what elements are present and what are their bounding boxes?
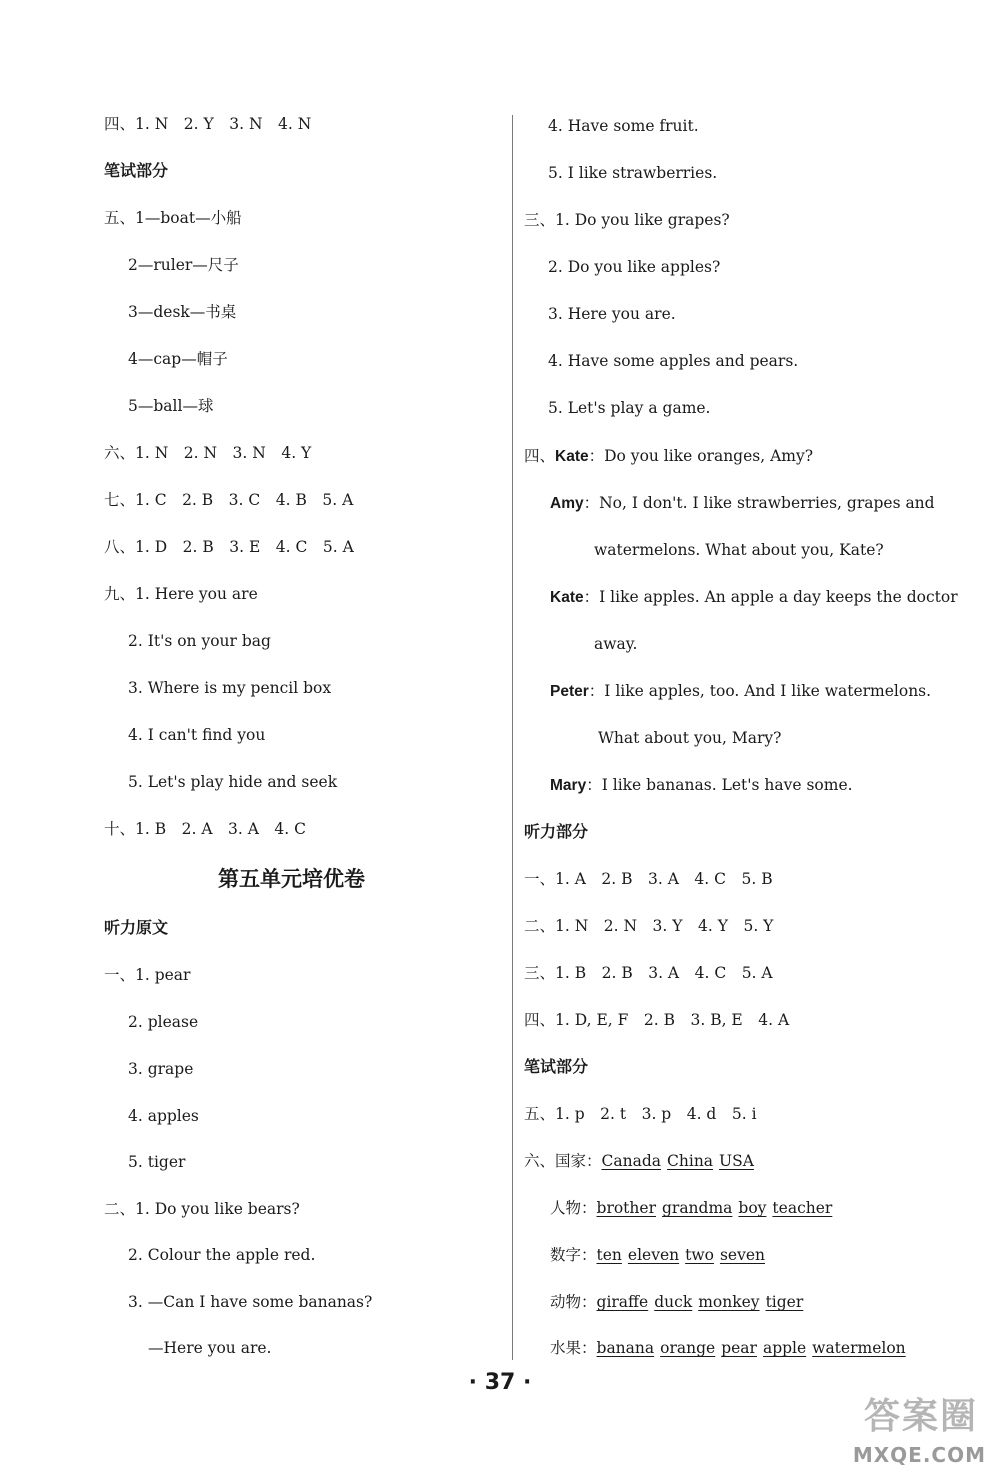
answer-section-6: 六、1. N 2. N 3. N 4. Y [104,444,312,462]
dialogue-line: What about you, Mary? [598,729,782,747]
dialogue-line [550,681,931,702]
dialogue-line [524,446,813,467]
answer-line: 5. Let's play hide and seek [128,773,338,791]
answer-line: 5. Let's play a game. [548,399,711,417]
speaker-name: Amy [550,495,584,512]
dialogue-text: ：I like apples, too. And I like watermelons. [588,682,932,700]
word: two [685,1246,714,1264]
answer-line: 五、1—boat—小船 [104,209,242,227]
category-row-fruit [550,1338,912,1358]
unit-title: 第五单元培优卷 [218,867,365,891]
listening-text-heading: 听力原文 [104,918,169,937]
word: boy [738,1199,767,1217]
section-prefix: 四、 [524,447,556,465]
word: giraffe [596,1293,649,1311]
answer-line: 5. I like strawberries. [548,164,718,182]
written-part-heading: 笔试部分 [524,1057,589,1076]
answer-line: 四、1. D, E, F 2. B 3. B, E 4. A [524,1011,790,1029]
watermark-site: MXQE.COM [852,1443,986,1467]
answer-line: 2—ruler—尺子 [128,256,239,274]
answer-line: 3. Where is my pencil box [128,679,332,697]
answer-line: 三、1. Do you like grapes? [524,211,730,229]
category-row-countries [524,1151,760,1171]
answer-line: 3. Here you are. [548,305,676,323]
answer-line: 5—ball—球 [128,397,214,415]
category-label: 六、国家： [524,1152,602,1170]
answer-line: 3. grape [128,1060,194,1078]
answer-line: 4—cap—帽子 [128,350,228,368]
page-number: · 37 · [468,1370,532,1395]
word: tiger [765,1293,804,1311]
word: eleven [627,1246,680,1264]
word: ten [596,1246,622,1264]
category-label: 动物： [550,1293,597,1311]
speaker-name: Peter [550,683,589,700]
answer-line: 2. Do you like apples? [548,258,721,276]
answer-section-7: 七、1. C 2. B 3. C 4. B 5. A [104,491,354,509]
category-row-numbers [550,1245,771,1265]
word: apple [762,1339,807,1357]
dialogue-text: ：No, I don't. I like strawberries, grapes and [583,494,935,512]
dialogue-line: watermelons. What about you, Kate? [594,541,884,559]
dialogue-text: ：I like apples. An apple a day keeps the doctor [583,588,958,606]
listening-part-heading: 听力部分 [524,822,589,841]
category-label: 水果： [550,1339,597,1357]
category-label: 数字： [550,1246,597,1264]
word: duck [654,1293,693,1311]
answer-line: 二、1. Do you like bears? [104,1200,300,1218]
answer-line: —Here you are. [148,1339,272,1357]
answer-section-8: 八、1. D 2. B 3. E 4. C 5. A [104,538,354,556]
answer-line: 一、1. A 2. B 3. A 4. C 5. B [524,870,773,888]
word: USA [719,1152,754,1170]
dialogue-line [550,587,958,608]
answer-line: 4. Have some apples and pears. [548,352,799,370]
answer-line: 2. It's on your bag [128,632,271,650]
answer-line: 2. please [128,1013,199,1031]
word: Canada [601,1152,662,1170]
written-part-heading: 笔试部分 [104,161,169,180]
word: seven [719,1246,765,1264]
dialogue-line [550,493,935,514]
dialogue-text: ：I like bananas. Let's have some. [586,776,853,794]
dialogue-text: ：Do you like oranges, Amy? [588,447,814,465]
category-row-animals [550,1292,809,1312]
word: brother [596,1199,656,1217]
word: China [667,1152,714,1170]
answer-line: 五、1. p 2. t 3. p 4. d 5. i [524,1105,757,1123]
word: watermelon [812,1339,906,1357]
watermark-logo: 答案圈 [863,1396,978,1437]
word: monkey [698,1293,760,1311]
answer-section-4: 四、1. N 2. Y 3. N 4. N [104,115,312,133]
word: pear [721,1339,757,1357]
category-row-people [550,1198,838,1218]
answer-section-10: 十、1. B 2. A 3. A 4. C [104,820,306,838]
word: grandma [661,1199,733,1217]
speaker-name: Mary [550,777,587,794]
dialogue-line [550,775,853,796]
column-divider [512,115,513,1360]
answer-line: 4. Have some fruit. [548,117,699,135]
answer-line: 4. I can't find you [128,726,266,744]
speaker-name: Kate [555,448,589,465]
answer-line: 3—desk—书桌 [128,303,237,321]
answer-line: 一、1. pear [104,966,191,984]
answer-line: 二、1. N 2. N 3. Y 4. Y 5. Y [524,917,774,935]
answer-line: 5. tiger [128,1153,186,1171]
category-label: 人物： [550,1199,597,1217]
answer-line: 三、1. B 2. B 3. A 4. C 5. A [524,964,773,982]
word: banana [596,1339,655,1357]
word: teacher [772,1199,833,1217]
answer-line: 九、1. Here you are [104,585,258,603]
answer-line: 2. Colour the apple red. [128,1246,316,1264]
dialogue-line: away. [594,635,638,653]
speaker-name: Kate [550,589,584,606]
answer-line: 3. —Can I have some bananas? [128,1293,373,1311]
word: orange [660,1339,716,1357]
answer-line: 4. apples [128,1107,199,1125]
